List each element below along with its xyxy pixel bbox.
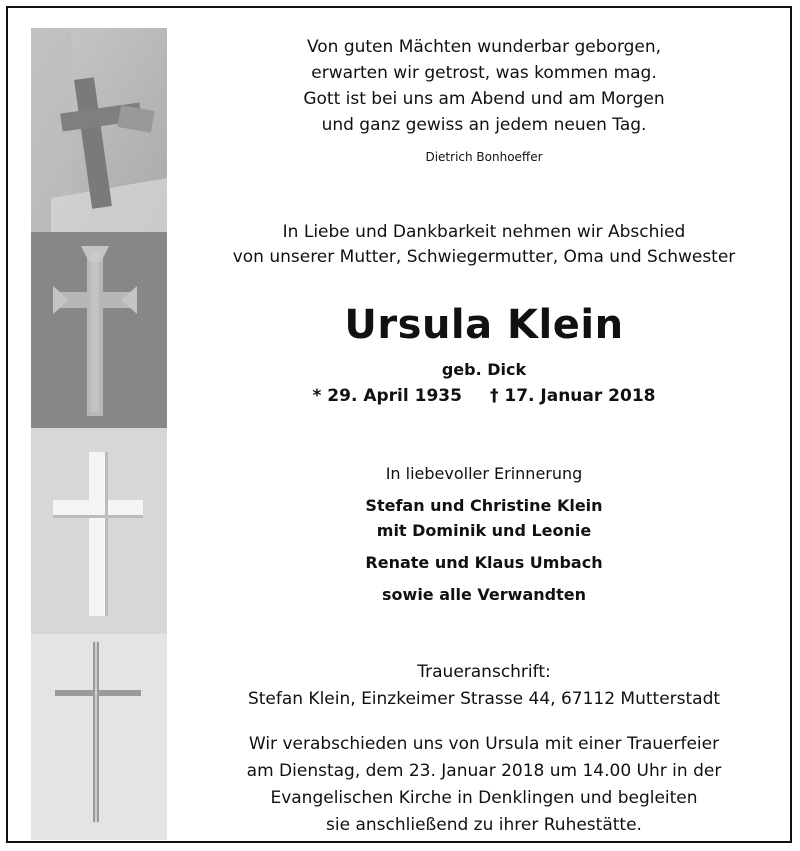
deceased-name: Ursula Klein: [344, 302, 624, 348]
family-line-4: sowie alle Verwandten: [382, 585, 586, 604]
funeral-line-4: sie anschließend zu ihrer Ruhestätte.: [326, 815, 642, 835]
address-label: Traueranschrift:: [417, 662, 551, 682]
life-dates: [178, 386, 790, 406]
cross-icon: [31, 232, 167, 428]
cross-icon: [31, 428, 167, 634]
death-date: † 17. Januar 2018: [489, 386, 656, 406]
cross-photo-2: [31, 232, 167, 428]
poem-line-1: Von guten Mächten wunderbar geborgen,: [306, 37, 662, 57]
intro-line-2: von unserer Mutter, Schwiegermutter, Oma und Schwester: [232, 247, 736, 267]
obituary-card: [6, 6, 792, 843]
birth-date: * 29. April 1935: [312, 386, 462, 406]
funeral-line-3: Evangelischen Kirche in Denklingen und begleiten: [270, 788, 698, 808]
funeral-line-2: am Dienstag, dem 23. Januar 2018 um 14.00 Uhr in der: [246, 761, 722, 781]
poem-line-2: erwarten wir getrost, was kommen mag.: [311, 63, 657, 83]
poem-line-4: und ganz gewiss an jedem neuen Tag.: [321, 115, 647, 135]
funeral-line-1: Wir verabschieden uns von Ursula mit einer Trauerfeier: [248, 734, 720, 754]
family-line-3: Renate und Klaus Umbach: [365, 553, 603, 572]
cross-photo-1: [31, 28, 167, 232]
family-line-2: mit Dominik und Leonie: [376, 521, 592, 540]
poem-line-3: Gott ist bei uns am Abend und am Morgen: [303, 89, 665, 109]
cross-icon: [31, 634, 167, 840]
address-text: Stefan Klein, Einzkeimer Strasse 44, 67112 Mutterstadt: [247, 689, 721, 709]
memory-heading: In liebevoller Erinnerung: [385, 464, 583, 483]
poem-author: Dietrich Bonhoeffer: [425, 150, 543, 164]
birth-name: geb. Dick: [441, 360, 527, 379]
cross-photo-3: [31, 428, 167, 634]
cross-photo-strip: [31, 28, 167, 840]
obituary-text: [178, 8, 790, 841]
family-line-1: Stefan und Christine Klein: [365, 496, 603, 515]
cross-photo-4: [31, 634, 167, 840]
cross-icon: [31, 28, 167, 232]
intro-line-1: In Liebe und Dankbarkeit nehmen wir Abschied: [282, 222, 686, 242]
